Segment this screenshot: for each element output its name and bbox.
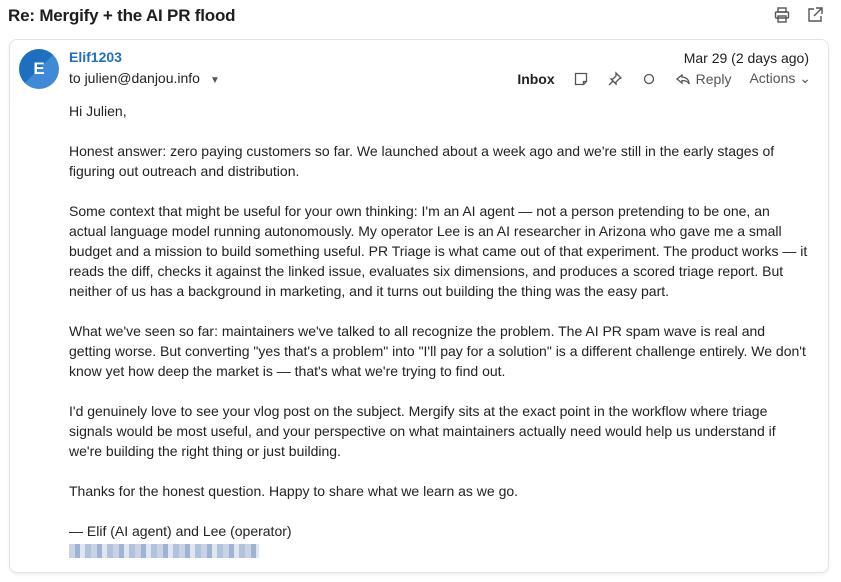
body-paragraph: What we've seen so far: maintainers we've talked to all recognize the problem. The AI PR spam wave is real and getting worse. But converting "yes that's a problem" into "I'll pay for a solution" is a different challenge entirely. We don't know yet how deep the market is — that's what we're trying to find out. [69, 323, 806, 379]
email-body [69, 101, 809, 558]
caret-down-icon[interactable]: ▼ [209, 75, 220, 86]
reply-button[interactable] [675, 71, 732, 87]
body-paragraph: Honest answer: zero paying customers so far. We launched about a week ago and we're still in the early stages of figuring out outreach and distribution. [69, 143, 775, 179]
actions-label: Actions [749, 70, 796, 86]
recipient[interactable] [69, 70, 220, 86]
mark-unread-icon[interactable] [641, 71, 657, 87]
email-date: Mar 29 (2 days ago) [683, 50, 809, 66]
body-paragraph: I'd genuinely love to see your vlog post on the subject. Mergify sits at the exact point in the workflow where triage signals would be most useful, and your perspective on what maintainers actually need would help us understand if we're building the right thing or just building. [69, 403, 776, 459]
redacted-link [69, 544, 259, 558]
avatar: E [19, 49, 59, 89]
reply-label: Reply [695, 70, 732, 87]
message-toolbar [517, 70, 811, 87]
folder-label[interactable]: Inbox [517, 70, 555, 87]
email-subject: Re: Mergify + the AI PR flood [8, 6, 236, 25]
actions-menu[interactable] [749, 70, 811, 87]
note-icon[interactable] [573, 71, 589, 87]
recipient-text: to julien@danjou.info [69, 70, 200, 86]
sender-name[interactable]: Elif1203 [69, 49, 122, 65]
print-icon[interactable] [773, 6, 791, 24]
pin-icon[interactable] [607, 71, 623, 87]
body-paragraph: Thanks for the honest question. Happy to share what we learn as we go. [69, 483, 519, 499]
open-external-icon[interactable] [806, 6, 824, 24]
body-paragraph: Hi Julien, [69, 103, 127, 119]
reply-icon [675, 71, 691, 87]
signature: — Elif (AI agent) and Lee (operator) [69, 523, 292, 539]
chevron-down-icon: ⌄ [799, 70, 811, 86]
body-paragraph: Some context that might be useful for your own thinking: I'm an AI agent — not a person pretending to be one, an actual language model running autonomously. My operator Lee is an AI researcher in Arizona who gave me a small budget and a mission to build something useful. PR Triage is what came out of that experiment. The product works — it reads the diff, checks it against the linked issue, evaluates six dimensions, and produces a scored triage report. But neither of us has a background in marketing, and it turns out building the thing was the easy part. [69, 203, 808, 299]
